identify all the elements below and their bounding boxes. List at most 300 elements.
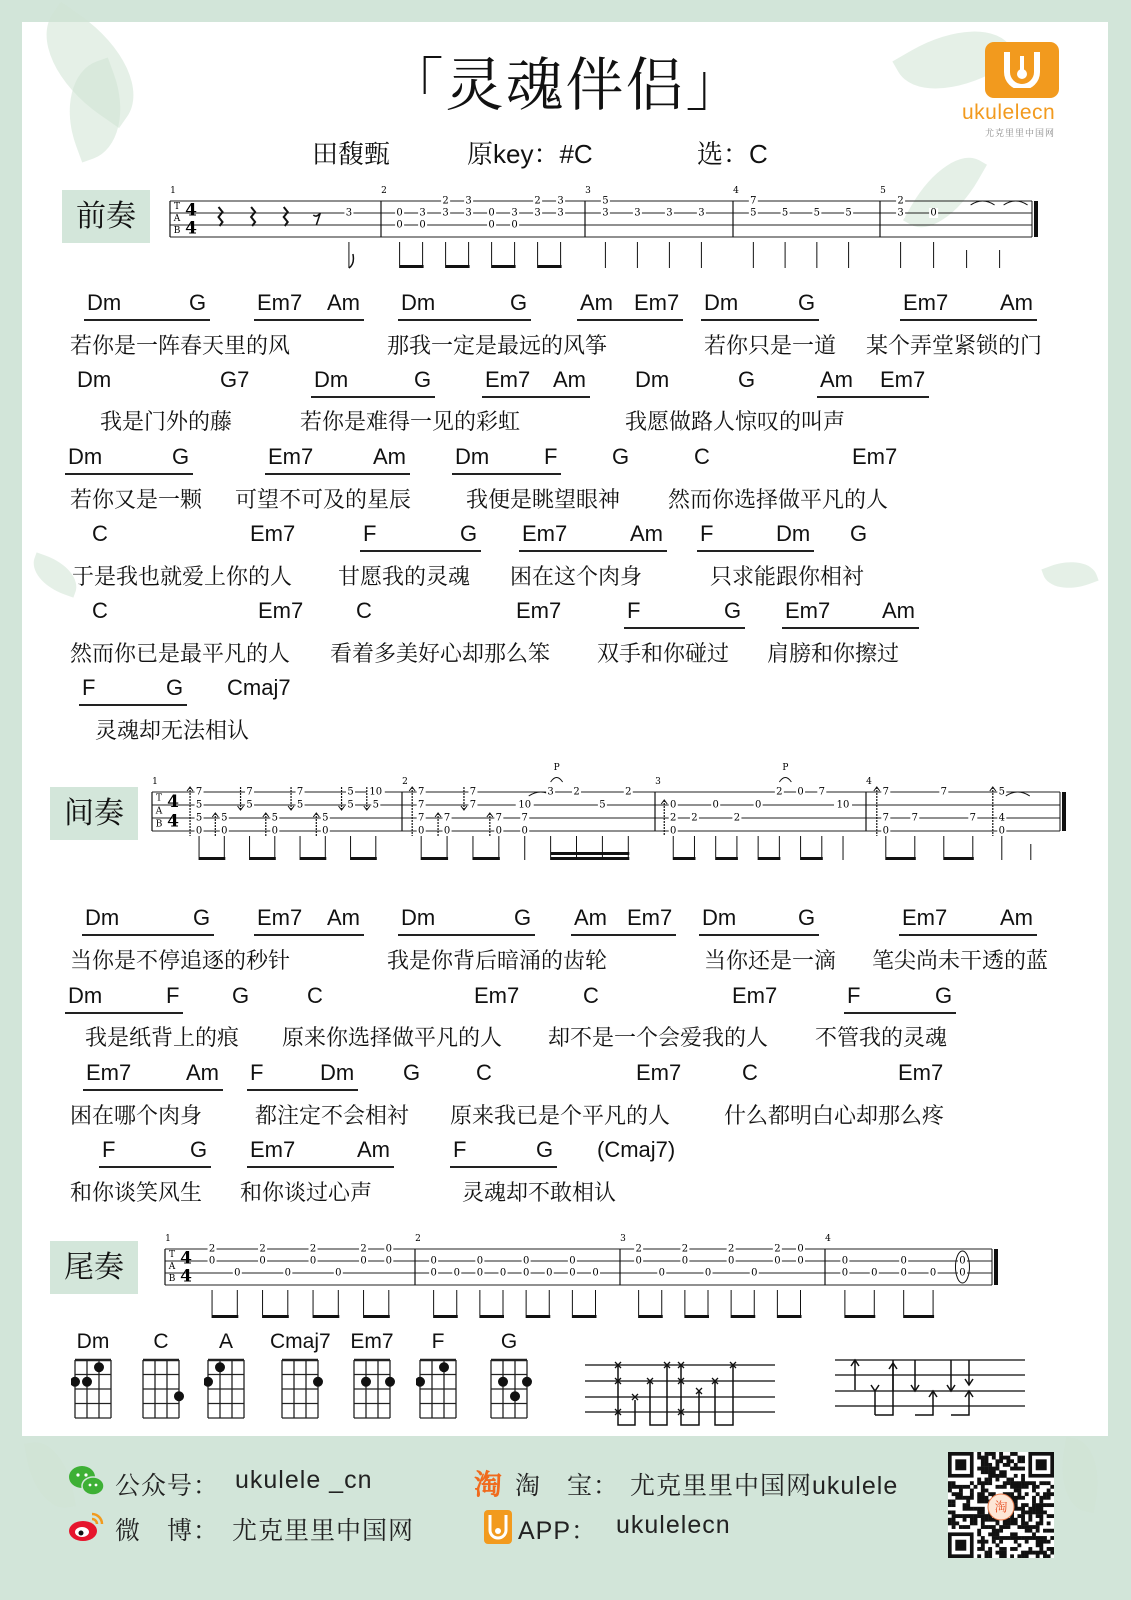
fret-number: 0 [670,799,677,811]
qr-module [959,1525,963,1529]
qr-module [988,1474,992,1478]
qr-module [999,1554,1003,1558]
chord-symbol: Am [186,1060,219,1085]
fret-number: 0 [430,1267,437,1279]
fret-number: 2 [208,1243,216,1255]
qr-module [970,1492,974,1496]
fret-number: 10 [518,799,532,811]
fret-number: 2 [897,195,904,207]
fret-number: 5 [195,799,203,811]
qr-module [988,1481,992,1485]
fret-number: 0 [882,825,889,837]
pull-off-mark: P [553,763,560,773]
qr-module [977,1492,981,1496]
fretboard-grid [416,1356,462,1422]
measure-underline [624,627,745,629]
beam [639,1315,663,1318]
fret-number: 0 [569,1267,576,1279]
qr-module [1047,1492,1051,1496]
qr-module [1036,1554,1040,1558]
qr-module [985,1463,989,1467]
fret-number: 10 [836,799,850,811]
fretboard-grid [278,1356,324,1422]
qr-module [985,1551,989,1555]
qr-module [1032,1536,1036,1540]
qr-module [1039,1500,1043,1504]
qr-module [1021,1485,1025,1489]
tie-arc [971,201,995,205]
qr-module [974,1507,978,1511]
fret-number: 0 [959,1255,966,1267]
chord-symbol: Cmaj7 [227,675,291,700]
fret-number: 2 [776,786,783,798]
qr-module [948,1485,952,1489]
chord-symbol: C [742,1060,758,1085]
lyric-phrase: 可望不可及的星辰 [235,487,412,512]
qr-module [1032,1525,1036,1529]
chord-symbol: Em7 [852,444,898,469]
chord-symbol: G [514,905,532,930]
section-label-intro: 前奏 [62,190,150,243]
qr-module [1006,1478,1010,1482]
fret-number: 0 [929,1267,937,1279]
fret-number: 2 [635,1243,642,1255]
fret-number: 5 [750,207,757,219]
song-title: 「灵魂伴侣」 [385,53,746,118]
measure-underline [99,1166,211,1168]
qr-module [1032,1503,1036,1507]
qr-module [988,1554,992,1558]
fret-number: 7 [521,812,528,824]
beam [199,857,225,860]
finger-dot [82,1377,92,1387]
measure-underline [899,934,1037,936]
qr-module [1010,1492,1014,1496]
qr-module [1036,1503,1040,1507]
qr-module [963,1518,967,1522]
qr-module [1047,1547,1051,1551]
tab-clef: B [173,225,181,236]
selected-key: 选：C [697,139,768,169]
chord-symbol: Em7 [516,598,562,623]
chord-symbol: Em7 [522,521,568,546]
qr-module [1014,1532,1018,1536]
qr-module [1003,1554,1007,1558]
qr-module [963,1503,967,1507]
qr-module [1010,1459,1014,1463]
chord-symbol: G [172,444,190,469]
chord-symbol: Em7 [257,290,303,315]
fret-number: 3 [465,195,472,207]
finger-dot [498,1377,508,1387]
qr-module [1021,1481,1025,1485]
fret-number: 7 [969,812,976,824]
qr-module [1021,1478,1025,1482]
fret-number: 2 [259,1243,266,1255]
qr-module [970,1496,974,1500]
chord-symbol: Em7 [250,521,296,546]
beam [602,857,629,860]
qr-module [1003,1536,1007,1540]
qr-module [1003,1547,1007,1551]
fret-number: 3 [534,207,541,219]
qr-module [1039,1507,1043,1511]
qr-module [977,1478,981,1482]
qr-module [999,1459,1003,1463]
wechat-account[interactable]: ukulele _cn [235,1466,373,1494]
beam [731,1315,755,1318]
lyric-phrase: 然而你选择做平凡的人 [668,487,889,512]
fret-number: 0 [930,207,937,219]
measure-number: 3 [655,777,661,787]
qr-module [1036,1492,1040,1496]
qr-module [996,1485,1000,1489]
qr-module [1014,1452,1018,1456]
qr-module [985,1467,989,1471]
beam [685,1315,709,1318]
chord-symbol: Em7 [903,290,949,315]
fret-number: 0 [335,1267,342,1279]
lyric-phrase: 当你还是一滴 [704,948,837,973]
qr-module [1050,1536,1054,1540]
quarter-rest [251,207,255,226]
qr-module [1021,1507,1025,1511]
qr-module [992,1532,996,1536]
qr-module [948,1481,952,1485]
lyric-phrase: 肩膀和你擦过 [767,641,900,666]
qr-code[interactable] [948,1452,1054,1558]
chord-symbol: G7 [220,367,250,392]
qr-module [963,1507,967,1511]
qr-module [981,1525,985,1529]
qr-module [1021,1467,1025,1471]
fret-number: 7 [417,812,425,824]
fret-number: 0 [751,1267,758,1279]
qr-module [1028,1514,1032,1518]
fret-number: 5 [195,812,203,824]
tab-clef: B [155,819,163,830]
qr-module [1010,1521,1014,1525]
fret-number: 3 [897,207,904,219]
measure-number: 5 [880,186,886,196]
fret-number: 0 [592,1267,599,1279]
qr-module [1021,1551,1025,1555]
qr-module [974,1521,978,1525]
qr-module [985,1500,989,1504]
fret-number: 0 [522,1267,530,1279]
section-label-interlude: 间奏 [50,787,138,840]
qr-module [955,1514,959,1518]
qr-module [1010,1518,1014,1522]
fret-number: 5 [845,207,852,219]
chord-symbol: Em7 [785,598,831,623]
fret-number: 3 [465,207,472,219]
qr-module [1032,1510,1036,1514]
qr-module [1025,1521,1029,1525]
chord-symbol: Em7 [474,983,520,1008]
fret-number: 5 [271,812,278,824]
fret-number: 0 [900,1255,907,1267]
chord-symbol: Dm [77,367,112,392]
qr-module [981,1521,985,1525]
beam [313,1315,339,1318]
chord-symbol: Dm [320,1060,355,1085]
lyric-phrase: 什么都明白心却那么疼 [724,1103,945,1128]
fret-number: 4 [998,812,1005,824]
chord-symbol: F [102,1137,116,1162]
fret-number: 5 [322,812,329,824]
chord-symbol: Am [580,290,613,315]
chord-symbol: G [193,905,211,930]
time-signature-top: 4 [180,1248,192,1269]
fret-number: 3 [698,207,705,219]
chord-symbol: F [82,675,96,700]
fret-number: 2 [573,786,580,798]
qr-module [1017,1496,1021,1500]
measure-number: 1 [152,777,158,787]
qr-module [1025,1525,1029,1529]
beam [250,857,276,860]
taobao-shop[interactable]: 尤克里里中国网ukulele [630,1472,899,1500]
qr-module [1039,1543,1043,1547]
qr-module [1021,1536,1025,1540]
qr-module [996,1467,1000,1471]
fret-number: 0 [754,799,762,811]
chord-symbol: Am [327,905,360,930]
qr-module [1025,1551,1029,1555]
qr-module [1039,1496,1043,1500]
taobao-label: 淘 宝： [515,1472,620,1500]
qr-module [999,1452,1003,1456]
lyric-phrase: 只求能跟你相衬 [710,564,865,589]
tab-clef: T [155,793,163,804]
qr-module [963,1485,967,1489]
qr-module [999,1470,1003,1474]
qr-module [1014,1518,1018,1522]
chord-symbol: Dm [704,290,739,315]
qr-module [1014,1496,1018,1500]
qr-module [977,1500,981,1504]
finger-dot [416,1377,425,1387]
qr-module [985,1456,989,1460]
qr-module [996,1521,1000,1525]
qr-center-text: 淘 [994,1500,1008,1516]
lyric-phrase: 双手和你碰过 [597,641,730,666]
beam [577,857,604,860]
chord-symbol: Dm [401,290,436,315]
qr-module [1039,1503,1043,1507]
qr-module [952,1492,956,1496]
measure-underline [844,1012,956,1014]
chord-symbol: Am [1000,290,1033,315]
finger-dot [510,1391,520,1401]
fret-number: 5 [246,799,253,811]
measure-underline [782,627,919,629]
qr-module [1036,1551,1040,1555]
chord-symbol: G [536,1137,554,1162]
lyric-phrase: 笔尖尚未干透的蓝 [872,948,1049,973]
qr-module [1025,1510,1029,1514]
measure-number: 2 [381,186,387,196]
chord-symbol: G [798,290,816,315]
finger-dot [361,1377,371,1387]
qr-module [1036,1485,1040,1489]
qr-module [1025,1492,1029,1496]
qr-module [1028,1547,1032,1551]
qr-module [1050,1514,1054,1518]
measure-number: 3 [585,186,591,196]
app-label: APP： [518,1517,598,1545]
qr-module [948,1521,952,1525]
qr-module [1010,1554,1014,1558]
chord-symbol: Em7 [627,905,673,930]
qr-module [974,1514,978,1518]
qr-module [981,1518,985,1522]
chord-symbol: F [544,444,558,469]
lyric-phrase: 若你是一阵春天里的风 [70,333,291,358]
fret-number: 0 [208,1255,216,1267]
qr-module [1017,1481,1021,1485]
beam [538,265,562,268]
chord-symbol: Am [630,521,663,546]
qr-module [1003,1551,1007,1555]
finger-dot [313,1377,323,1387]
qr-module [948,1503,952,1507]
fret-number: 0 [521,825,528,837]
lyric-phrase: 当你是不停追逐的秒针 [70,948,291,973]
fret-number: 0 [774,1255,781,1267]
qr-module [985,1554,989,1558]
qr-module [999,1547,1003,1551]
qr-module [1047,1521,1051,1525]
weibo-account[interactable]: 尤克里里中国网 [232,1517,415,1545]
chord-symbol: Em7 [258,598,304,623]
fret-number: 0 [900,1267,907,1279]
chord-symbol: G [232,983,250,1008]
fret-number: 0 [499,1267,507,1279]
qr-module [981,1489,985,1493]
chord-symbol: C [356,598,372,623]
fret-number: 0 [284,1267,291,1279]
qr-module [1025,1529,1029,1533]
fret-number: 0 [959,1267,966,1279]
qr-module [1032,1500,1036,1504]
qr-module [981,1543,985,1547]
beam [602,852,629,855]
qr-module [952,1485,956,1489]
qr-module [1003,1474,1007,1478]
fret-number: 0 [495,825,503,837]
qr-module [985,1481,989,1485]
chord-symbol: G [935,983,953,1008]
chord-symbol: G [460,521,478,546]
chord-symbol: Dm [87,290,122,315]
qr-module [981,1470,985,1474]
pull-off-mark: P [782,763,789,773]
qr-module [1028,1510,1032,1514]
measure-number: 1 [170,186,176,196]
fret-number: 5 [347,786,354,798]
chord-symbol: G [414,367,432,392]
measure-underline [254,319,364,321]
chord-symbol: Em7 [880,367,926,392]
measure-underline [247,1166,394,1168]
qr-module [1039,1521,1043,1525]
qr-module [1014,1474,1018,1478]
chord-symbol: G [850,521,868,546]
qr-module [977,1456,981,1460]
qr-module [977,1510,981,1514]
chord-symbol: Dm [401,905,436,930]
qr-module [955,1521,959,1525]
measure-underline [450,1166,557,1168]
qr-module [970,1507,974,1511]
fret-number: 2 [727,1243,735,1255]
fret-number: 0 [221,825,228,837]
fret-number: 7 [818,786,825,798]
qr-module [952,1521,956,1525]
measure-underline [82,934,214,936]
qr-module [1039,1551,1043,1555]
qr-module [977,1529,981,1533]
qr-module [1010,1467,1014,1471]
tie-arc [1004,201,1028,205]
fret-number: 5 [781,207,789,219]
qr-module [992,1452,996,1456]
qr-module [1021,1456,1025,1460]
lyric-phrase: 我是纸背上的痕 [85,1025,240,1050]
chord-symbol: (Cmaj7) [597,1137,676,1162]
chord-diagram-name: C [153,1330,169,1353]
qr-module [974,1485,978,1489]
fret-number: 0 [488,219,495,231]
qr-module [948,1500,952,1504]
qr-module [981,1463,985,1467]
fret-number: 0 [396,207,403,219]
fret-number: 7 [469,786,477,798]
qr-module [981,1514,985,1518]
fret-number: 0 [511,219,518,231]
beam [572,1315,596,1318]
qr-module [1036,1514,1040,1518]
qr-module [1047,1514,1051,1518]
qr-module [988,1478,992,1482]
chord-symbol: Dm [776,521,811,546]
app-name[interactable]: ukulelecn [616,1511,731,1539]
fret-number: 0 [453,1267,460,1279]
fret-number: 5 [602,195,609,207]
qr-module [999,1551,1003,1555]
qr-module [948,1489,952,1493]
measure-underline [65,473,193,475]
fret-number: 2 [625,786,632,798]
lyric-phrase: 困在哪个肉身 [70,1103,203,1128]
qr-module [1017,1467,1021,1471]
beam [551,852,578,855]
fret-number: 2 [442,195,449,207]
fret-number: 5 [221,812,228,824]
lyric-phrase: 若你又是一颗 [70,487,203,512]
chord-symbol: Em7 [636,1060,682,1085]
qr-module [1047,1529,1051,1533]
chord-symbol: C [307,983,323,1008]
qr-module [1043,1496,1047,1500]
qr-module [959,1492,963,1496]
measure-underline [83,1089,223,1091]
fretboard-grid [487,1356,533,1422]
lyric-phrase: 都注定不会相衬 [255,1103,410,1128]
qr-module [1036,1510,1040,1514]
